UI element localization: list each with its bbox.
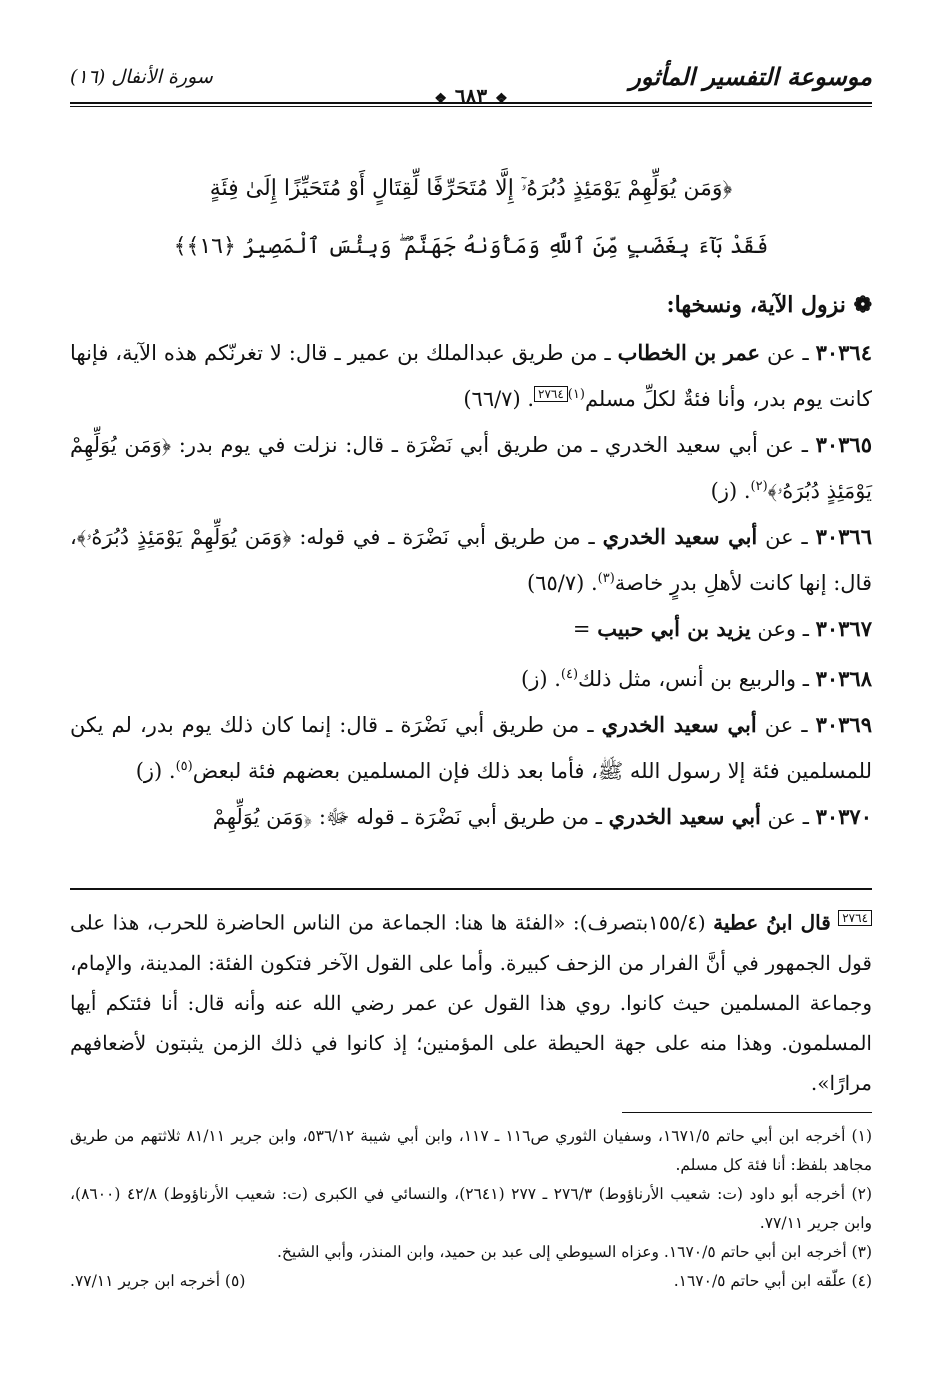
hadith-entry: [70, 608, 872, 650]
ornament-icon: ❖: [434, 91, 447, 107]
footnote-marker: (١): [567, 387, 585, 402]
entry-source: . (ز): [521, 667, 561, 691]
main-text: [70, 285, 872, 842]
commentary-note: [70, 898, 872, 1103]
entry-number: ٣٠٣٦٩: [815, 712, 872, 737]
note-ref: ٢٧٦٤: [838, 910, 872, 926]
entry-prefix: ـ عن: [757, 525, 808, 549]
verse-line: فَقَدْ بَآءَ بِغَضَبٍ مِّنَ ٱللَّهِ وَمَأْوَىٰهُ جَهَنَّمُ ۖ وَبِئْسَ ٱلْمَصِيرُ ﴿١٦﴾﴾: [173, 234, 769, 259]
hadith-entry: [70, 332, 872, 420]
entry-text: ـ من طريق أبي نَضْرَة ـ قال: إنما كان ذلك يوم بدر، لم يكن للمسلمين فئة إلا رسول الله ﷺ، فأما بعد ذلك فإن المسلمين بعضهم فئة لبعض: [70, 713, 872, 783]
hadith-entry: [70, 424, 872, 512]
entry-text: ـ من طريق أبي نَضْرَة ـ في قوله: ﴿وَمَن يُوَلِّهِمْ يَوْمَئِذٍ دُبُرَهُۥ﴾، قال: إنها كانت لأهلِ بدرٍ خاصة: [70, 525, 872, 595]
narrator-name: يزيد بن أبي حبيب: [597, 616, 751, 641]
quran-verse: [150, 160, 792, 276]
footnote-marker: (٥): [175, 759, 193, 774]
footnote-marker: (٤): [560, 667, 579, 682]
page-number: ❖٦٨٣❖: [434, 84, 508, 108]
narrator-name: أبي سعيد الخدري: [601, 712, 757, 737]
footnote: (٥) أخرجه ابن جرير ٧٧/١١.: [70, 1272, 246, 1290]
entry-number: ٣٠٣٦٧: [815, 616, 872, 641]
entry-source: . (٦٥/٧): [526, 571, 598, 595]
footnote-separator: [622, 1112, 872, 1113]
entry-prefix: ـ والربيع بن أنس، مثل ذلك: [578, 667, 809, 691]
footnote: (٢) أخرجه أبو داود (ت: شعيب الأرناؤوط) ٢٧٦/٣ ـ ٢٧٧ (٢٦٤١)، والنسائي في الكبرى (ت: شعيب الأرناؤوط) ٤٢/٨ (٨٦٠٠)، وابن جرير ٧٧/١١.: [70, 1185, 872, 1232]
verse-line: ﴿وَمَن يُوَلِّهِمْ يَوْمَئِذٍ دُبُرَهُۥٓ إِلَّا مُتَحَرِّفًا لِّقِتَالٍ أَوْ مُتَحَيِّزًا إِلَىٰ فِئَةٍ: [209, 176, 733, 201]
hadith-entry: [70, 796, 872, 838]
entry-number: ٣٠٣٦٤: [815, 340, 872, 365]
entry-text: =: [572, 617, 598, 641]
entry-text: ـ من طريق عبدالملك بن عمير ـ قال: لا تغرنّكم هذه الآية، فإنها كانت يوم بدر، وأنا فئةٌ لكلِّ مسلم: [70, 341, 872, 411]
footnote: (١) أخرجه ابن أبي حاتم ١٦٧١/٥، وسفيان الثوري ص١١٦ ـ ١١٧، وابن أبي شيبة ٥٣٦/١٢، وابن جرير ٨١/١١ ثلاثتهم من طريق مجاهد بلفظ: أنا فئة كل مسلم.: [70, 1127, 872, 1174]
note-lead: قال ابنُ عطية: [713, 910, 831, 935]
entry-source: . (ز): [710, 479, 751, 503]
footnote-marker: (٢): [750, 479, 768, 494]
book-title: موسوعة التفسير المأثور: [629, 62, 872, 91]
entry-number: ٣٠٣٦٦: [815, 524, 872, 549]
section-title: ❁ نزول الآية، ونسخها:: [666, 292, 872, 318]
footnotes: [70, 1122, 872, 1296]
entry-number: ٣٠٣٦٥: [815, 432, 872, 457]
entry-prefix: ـ عن أبي سعيد الخدري ـ من طريق أبي نَضْرَة ـ قال: نزلت في يوم بدر:: [171, 433, 808, 457]
hadith-entry: [70, 516, 872, 604]
entry-prefix: ـ عن: [756, 713, 808, 737]
footnote: (٣) أخرجه ابن أبي حاتم ١٦٧٠/٥. وعزاه السيوطي إلى عبد بن حميد، وابن المنذر، وأبي الشيخ.: [276, 1243, 872, 1261]
note-separator: [70, 888, 872, 890]
ornament-icon: ❖: [495, 91, 508, 107]
footnote: (٤) علّقه ابن أبي حاتم ١٦٧٠/٥.: [673, 1272, 872, 1290]
surah-name: سورة الأنفال (١٦): [70, 66, 213, 88]
entry-text: ﴿وَمَن يُوَلِّهِمْ يَوْمَئِذٍ دُبُرَهُۥ﴾: [70, 433, 872, 503]
header-rule: [70, 106, 872, 107]
entry-text: ـ من طريق أبي نَضْرَة ـ قوله ﷻ: ﴿وَمَن يُوَلِّهِمْ: [212, 805, 609, 829]
footnote-marker: (٣): [597, 571, 615, 586]
page-header: [70, 62, 872, 108]
entry-source: . (ز): [135, 759, 176, 783]
entry-source: . (٦٦/٧): [463, 387, 535, 411]
entry-prefix: ـ وعن: [750, 617, 809, 641]
narrator-name: عمر بن الخطاب: [617, 340, 761, 365]
entries-list: [70, 332, 872, 838]
note-text: (١٥٥/٤بتصرف): «الفئة ها هنا: الجماعة من الناس الحاضرة للحرب، هذا على قول الجمهور في أنَّ الفرار من الزحف كبيرة. وأما على القول الآخر فتكون الفئة: المدينة، والإمام، وجماعة المسلمين حيث كانوا. روي هذا القول عن عمر رضي الله عنه وأنه قال: أنا فئتكم أيها المسلمون. وهذا منه على جهة الحيطة على المؤمنين؛ إذ كانوا في ذلك الزمن يثبتون لأضعافهم مرارًا».: [70, 910, 872, 1095]
entry-number: ٣٠٣٧٠: [815, 804, 872, 829]
note-ref: ٢٧٦٤: [534, 386, 568, 402]
hadith-entry: [70, 654, 872, 700]
narrator-name: أبي سعيد الخدري: [608, 804, 761, 829]
entry-prefix: ـ عن: [760, 805, 809, 829]
entry-number: ٣٠٣٦٨: [815, 666, 872, 691]
hadith-entry: [70, 704, 872, 792]
footnote-row: [70, 1267, 872, 1296]
entry-prefix: ـ عن: [760, 341, 809, 365]
narrator-name: أبي سعيد الخدري: [602, 524, 758, 549]
header-rule: [70, 102, 872, 104]
